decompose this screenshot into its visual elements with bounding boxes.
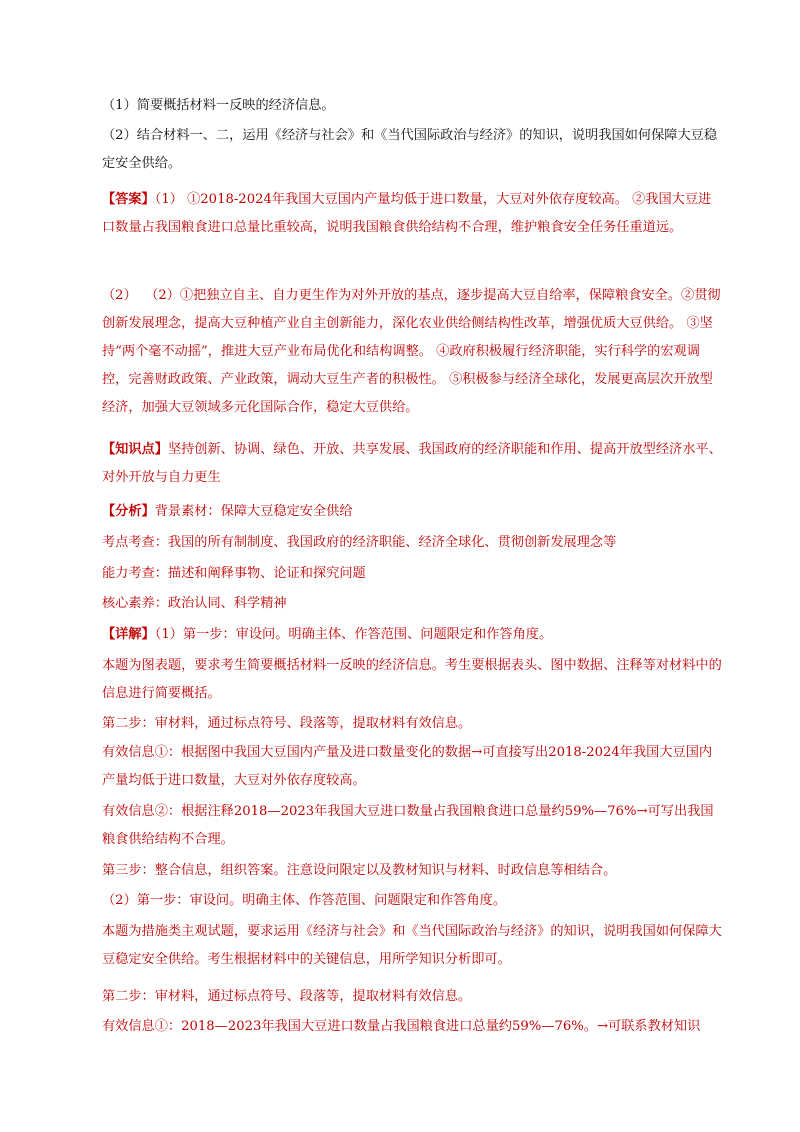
question-2: （2）结合材料一、二，运用《经济与社会》和《当代国际政治与经济》的知识，说明我国如何保障大豆稳定安全供给。 xyxy=(102,128,718,171)
detail-line-10: 有效信息①：2018—2023年我国大豆进口数量占我国粮食进口总量约59%—76%。→可联系教材知识 xyxy=(102,1019,701,1034)
detail-line-8: 本题为措施类主观试题，要求运用《经济与社会》和《当代国际政治与经济》的知识，说明我国如何保障大豆稳定安全供给。考生根据材料中的关键信息，用所学知识分析即可。 xyxy=(102,924,722,967)
analysis-line xyxy=(102,498,724,526)
detail-line-2: 本题为图表题，要求考生简要概括材料一反映的经济信息。考生要根据表头、图中数据、注释等对材料中的信息进行简要概括。 xyxy=(102,658,722,701)
detail-tag: 【详解】 xyxy=(102,627,155,642)
analysis-text: 背景素材：保障大豆稳定安全供给 xyxy=(154,504,353,519)
knowledge-text: 坚持创新、协调、绿色、开放、共享发展、我国政府的经济职能和作用、提高开放型经济水平、对外开放与自力更生 xyxy=(102,442,722,485)
question-1: （1）简要概括材料一反映的经济信息。 xyxy=(102,98,335,113)
detail-line-9: 第二步：审材料，通过标点符号、段落等，提取材料有效信息。 xyxy=(102,989,472,1004)
answer-part-2: （2） （2）①把独立自主、自力更生作为对外开放的基点，逐步提高大豆自给率，保障粮食安全。②贯彻创新发展理念，提高大豆种植产业自主创新能力，深化农业供给侧结构性改革，增强优质大豆供给。 ③坚持“两个毫不动摇”，推进大豆产业布局优化和结构调整。 ④政府积极履行经济职能，实行科学的宏观调控，完善财政政策、产业政策，调动大豆生产者的积极性。 ⑤积极参与经济全球化，发展更高层次开放型经济，加强大豆领域多元化国际合作，稳定大豆供给。 xyxy=(102,288,721,415)
detail-line-1 xyxy=(102,621,724,649)
detail-line-3: 第二步：审材料，通过标点符号、段落等，提取材料有效信息。 xyxy=(102,716,472,731)
analysis-literacy: 核心素养：政治认同、科学精神 xyxy=(102,596,287,611)
answer-tag: 【答案】 xyxy=(102,192,155,207)
detail-line-4: 有效信息①：根据图中我国大豆国内产量及进口数量变化的数据→可直接写出2018-2024年我国大豆国内产量均低于进口数量，大豆对外依存度较高。 xyxy=(102,745,713,788)
analysis-tag: 【分析】 xyxy=(102,504,155,519)
analysis-exam-points: 考点考查：我国的所有制制度、我国政府的经济职能、经济全球化、贯彻创新发展理念等 xyxy=(102,535,617,550)
answer-part-1 xyxy=(102,186,724,242)
detail-line-7: （2）第一步：审设问。明确主体、作答范围、问题限定和作答角度。 xyxy=(102,893,507,908)
knowledge-tag: 【知识点】 xyxy=(102,442,168,457)
analysis-abilities: 能力考查：描述和阐释事物、论证和探究问题 xyxy=(102,566,366,581)
knowledge-points xyxy=(102,436,724,492)
detail-line-6: 第三步：整合信息，组织答案。注意设问限定以及教材知识与材料、时政信息等相结合。 xyxy=(102,863,617,878)
detail-line-5: 有效信息②：根据注释2018—2023年我国大豆进口数量占我国粮食进口总量约59%—76%→可写出我国粮食供给结构不合理。 xyxy=(102,804,714,847)
detail-line-1-text: （1）第一步：审设问。明确主体、作答范围、问题限定和作答角度。 xyxy=(154,627,553,642)
answer-part-1-text: （1） ①2018-2024年我国大豆国内产量均低于进口数量，大豆对外依存度较高。 ②我国大豆进口数量占我国粮食进口总量比重较高，说明我国粮食供给结构不合理，维护粮食安全任务任重道远。 xyxy=(102,192,712,235)
